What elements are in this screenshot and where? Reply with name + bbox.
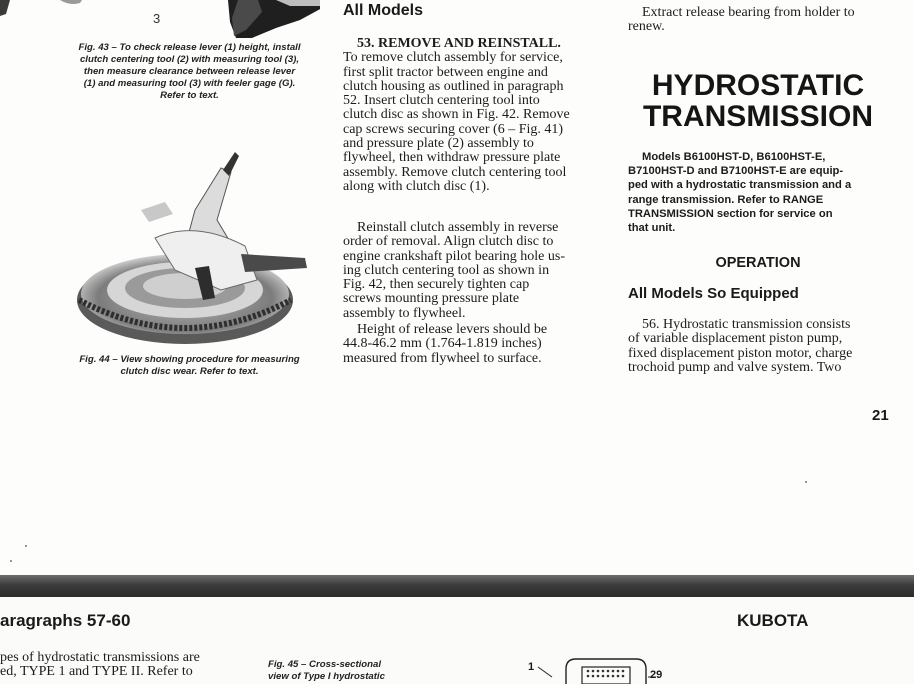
caption-line: clutch centering tool (2) with measuring tool (3), [79,54,300,65]
paper-speck [25,545,27,547]
figure-43-caption [52,42,327,102]
bottom-page [0,597,914,684]
figure-44-photo [45,150,330,350]
paragraph-line: cap screws securing cover (6 – Fig. 41) [343,121,564,137]
paragraph-line: of variable displacement piston pump, [628,331,843,347]
caption-line: view of Type I hydrostatic [268,671,385,682]
caption-line: Fig. 43 – To check release lever (1) height, install [78,42,301,53]
paragraph-release-lever-height [343,323,611,366]
paragraph-53 [343,37,611,194]
paragraph-line: measured from flywheel to surface. [343,350,542,366]
paragraph-line: first split tractor between engine and [343,64,548,80]
paragraph-line: To remove clutch assembly for service, [343,50,563,66]
paragraph-line: flywheel, then withdraw pressure plate [343,150,561,166]
paragraph-line: renew. [628,19,665,35]
paragraph-reinstall [343,221,611,321]
paragraph-line: Extract release bearing from holder to [642,5,855,20]
paragraph-release-bearing [628,6,890,35]
paragraph-line: screws mounting pressure plate [343,291,520,307]
notice-line: B7100HST-D and B7100HST-E are equip- [628,165,844,178]
paragraph-line: clutch disc as shown in Fig. 42. Remove [343,107,570,123]
paragraph-line: Fig. 42, then securely tighten cap [343,277,530,293]
paragraph-line: trochoid pump and valve system. Two [628,359,842,375]
figure-45-diagram [526,655,676,684]
paragraph-line: fixed displacement piston motor, charge [628,345,853,361]
paragraph-56 [628,318,890,375]
caption-line: Refer to text. [160,90,219,101]
paragraph-line: Height of release levers should be [357,322,548,337]
title-line: TRANSMISSION [642,100,873,133]
page-number: 21 [872,407,889,424]
paragraph-line: engine crankshaft pilot bearing hole us- [343,248,565,264]
paragraph-line: order of removal. Align clutch disc to [343,234,554,250]
operation-heading: OPERATION [715,255,801,271]
figure-45-caption [268,659,438,683]
paragraph-line: 53. REMOVE AND REINSTALL. [357,36,561,51]
notice-line: range transmission. Refer to RANGE [628,193,824,206]
paragraph-line: and pressure plate (2) assembly to [343,136,534,152]
notice-line: TRANSMISSION section for service on [628,207,833,220]
page-header-kubota: KUBOTA [737,611,809,630]
paragraph-line: ed, TYPE 1 and TYPE II. Refer to [0,664,193,680]
figure-43-callout-number: 3 [153,11,161,26]
paragraph-line: 52. Insert clutch centering tool into [343,93,540,109]
notice-line: ped with a hydrostatic transmission and a [628,179,852,192]
paragraph-line: along with clutch disc (1). [343,178,490,194]
caption-line: clutch disc wear. Refer to text. [120,366,259,377]
section-heading-all-models: All Models [343,2,424,19]
book-gutter [0,575,914,597]
paragraph-line: clutch housing as outlined in paragraph [343,78,564,94]
title-line: HYDROSTATIC [651,69,865,102]
notice-line: Models B6100HST-D, B6100HST-E, [642,151,826,163]
paragraph-line: 56. Hydrostatic transmission consists [642,317,851,332]
figure-44-caption [52,354,327,378]
caption-line: Fig. 44 – View showing procedure for measuring [79,354,300,365]
paper-speck [805,481,807,483]
diagram-label-1: 1 [528,661,535,673]
models-notice [628,150,889,235]
diagram-label-29: 29 [650,669,663,681]
paragraph-line: Reinstall clutch assembly in reverse [357,220,559,235]
paragraph-line: 44.8-46.2 mm (1.764-1.819 inches) [343,336,542,352]
notice-line: that unit. [628,222,676,235]
paragraph-line: assembly. Remove clutch centering tool [343,164,567,180]
paragraph-line: ing clutch centering tool as shown in [343,262,550,278]
section-title-hydrostatic-transmission [628,70,888,132]
caption-line: then measure clearance between release lever [83,66,296,77]
caption-line: Fig. 45 – Cross-sectional [268,659,382,670]
paragraph-line: pes of hydrostatic transmissions are [0,650,200,665]
paragraph-hydrostatic-types [0,651,250,680]
caption-line: (1) and measuring tool (3) with feeler gage (G). [83,78,296,89]
paragraph-line: assembly to flywheel. [343,305,466,321]
page-header-paragraphs: aragraphs 57-60 [0,611,131,630]
subheading-all-models-so-equipped: All Models So Equipped [628,285,799,302]
paper-speck [10,560,12,562]
